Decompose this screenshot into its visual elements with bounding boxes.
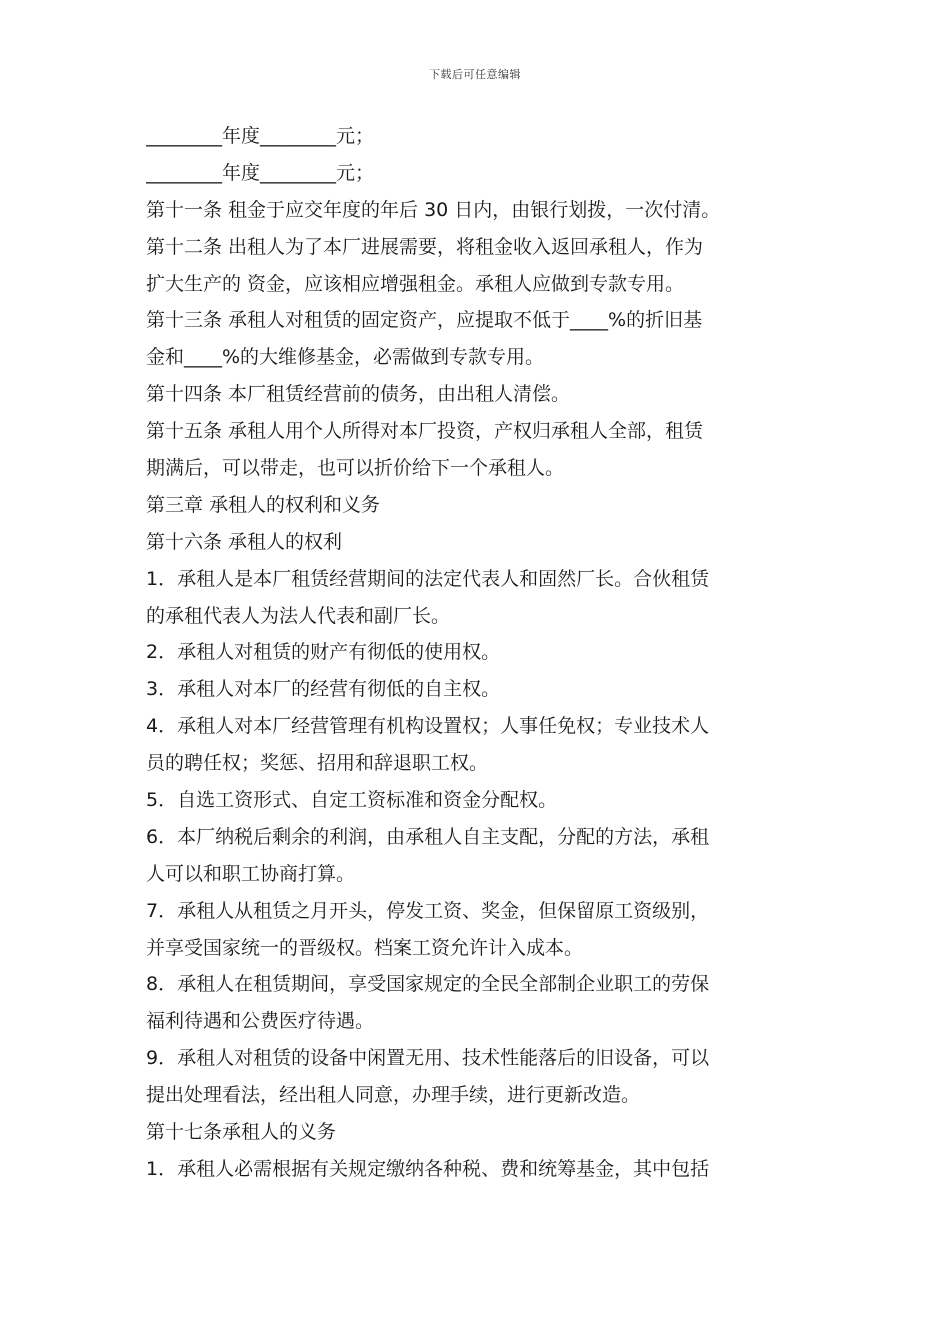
text-line: 6．本厂纳税后剩余的利润，由承租人自主支配，分配的方法，承租 <box>146 825 710 848</box>
text-line: 扩大生产的 资金，应该相应增强租金。承租人应做到专款专用。 <box>146 272 685 295</box>
text-line: 金和____%的大维修基金，必需做到专款专用。 <box>146 346 545 369</box>
text-line: ________年度________元； <box>146 161 375 184</box>
text-line: 4．承租人对本厂经营管理有机构设置权；人事任免权；专业技术人 <box>146 715 710 738</box>
document-body <box>146 118 808 1188</box>
text-line: 1．承租人是本厂租赁经营期间的法定代表人和固然厂长。合伙租赁 <box>146 567 710 590</box>
text-line: 第十一条 租金于应交年度的年后 30 日内，由银行划拨，一次付清。 <box>146 198 721 221</box>
text-line: ________年度________元； <box>146 125 375 147</box>
text-line: 员的聘任权；奖惩、招用和辞退职工权。 <box>146 752 489 775</box>
text-line: 福利待遇和公费医疗待遇。 <box>146 1010 375 1033</box>
text-line: 1．承租人必需根据有关规定缴纳各种税、费和统筹基金，其中包括 <box>146 1157 710 1180</box>
text-line: 第十五条 承租人用个人所得对本厂投资，产权归承租人全部，租赁 <box>146 420 704 443</box>
article-heading: 第十七条承租人的义务 <box>146 1121 337 1144</box>
text-line: 并享受国家统一的晋级权。档案工资允许计入成本。 <box>146 936 584 959</box>
text-line: 9．承租人对租赁的设备中闲置无用、技术性能落后的旧设备，可以 <box>146 1047 710 1070</box>
text-line: 7．承租人从租赁之月开头，停发工资、奖金，但保留原工资级别， <box>146 899 710 922</box>
text-line: 提出处理看法，经出租人同意，办理手续，进行更新改造。 <box>146 1084 641 1107</box>
text-line: 期满后，可以带走，也可以折价给下一个承租人。 <box>146 457 565 480</box>
text-line: 5．自选工资形式、自定工资标准和资金分配权。 <box>146 789 558 812</box>
text-line: 8．承租人在租赁期间，享受国家规定的全民全部制企业职工的劳保 <box>146 973 710 996</box>
text-line: 第十四条 本厂租赁经营前的债务，由出租人清偿。 <box>146 383 571 406</box>
text-line: 3．承租人对本厂的经营有彻低的自主权。 <box>146 678 501 701</box>
text-line: 2．承租人对租赁的财产有彻低的使用权。 <box>146 641 501 664</box>
text-line: 的承租代表人为法人代表和副厂长。 <box>146 604 451 627</box>
text-line: 第十三条 承租人对租赁的固定资产，应提取不低于____%的折旧基 <box>146 309 703 332</box>
article-heading: 第十六条 承租人的权利 <box>146 530 343 553</box>
text-line: 人可以和职工协商打算。 <box>146 862 356 885</box>
chapter-heading: 第三章 承租人的权利和义务 <box>146 493 381 516</box>
page-header: 下载后可任意编辑 <box>429 68 521 81</box>
text-line: 第十二条 出租人为了本厂进展需要，将租金收入返回承租人，作为 <box>146 235 704 258</box>
